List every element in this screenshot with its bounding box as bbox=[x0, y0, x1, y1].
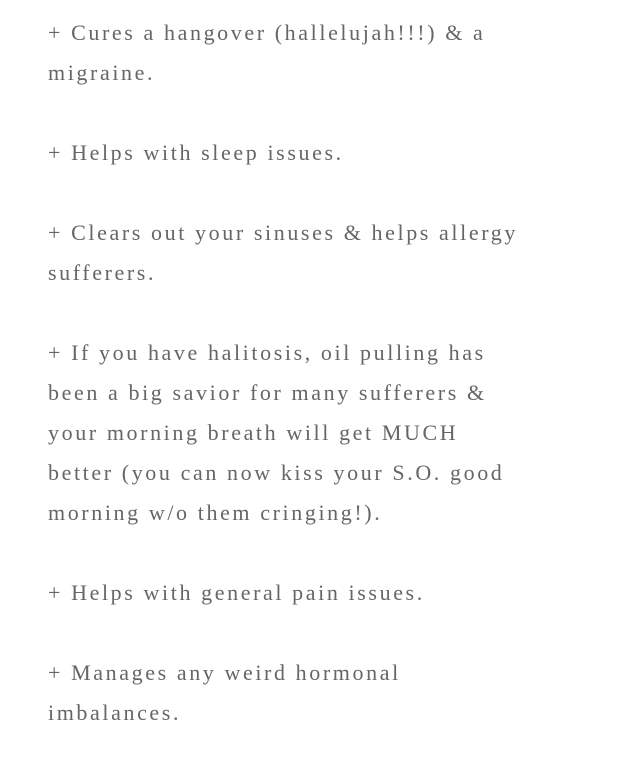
benefit-text-line: + Helps with sleep issues. bbox=[48, 140, 344, 165]
benefit-text-line: sufferers. bbox=[48, 260, 157, 285]
benefit-text-line: + If you have halitosis, oil pulling has bbox=[48, 340, 486, 365]
benefit-item bbox=[48, 573, 633, 613]
benefit-text-line: been a big savior for many sufferers & bbox=[48, 380, 487, 405]
benefit-text-line: + Cures a hangover (hallelujah!!!) & a bbox=[48, 20, 486, 45]
benefit-text-line: + Manages any weird hormonal bbox=[48, 660, 401, 685]
benefit-text-line: better (you can now kiss your S.O. good bbox=[48, 460, 505, 485]
benefit-text-line: morning w/o them cringing!). bbox=[48, 500, 383, 525]
benefit-item bbox=[48, 133, 633, 173]
benefit-text-line: your morning breath will get MUCH bbox=[48, 420, 459, 445]
benefit-item bbox=[48, 653, 633, 733]
benefit-text-line: + Helps with general pain issues. bbox=[48, 580, 425, 605]
benefit-item bbox=[48, 333, 633, 533]
benefit-text-line: + Clears out your sinuses & helps allergy bbox=[48, 220, 518, 245]
benefit-text-line: migraine. bbox=[48, 60, 156, 85]
benefit-item bbox=[48, 213, 633, 293]
benefit-text-line: imbalances. bbox=[48, 700, 182, 725]
benefit-item bbox=[48, 13, 633, 93]
